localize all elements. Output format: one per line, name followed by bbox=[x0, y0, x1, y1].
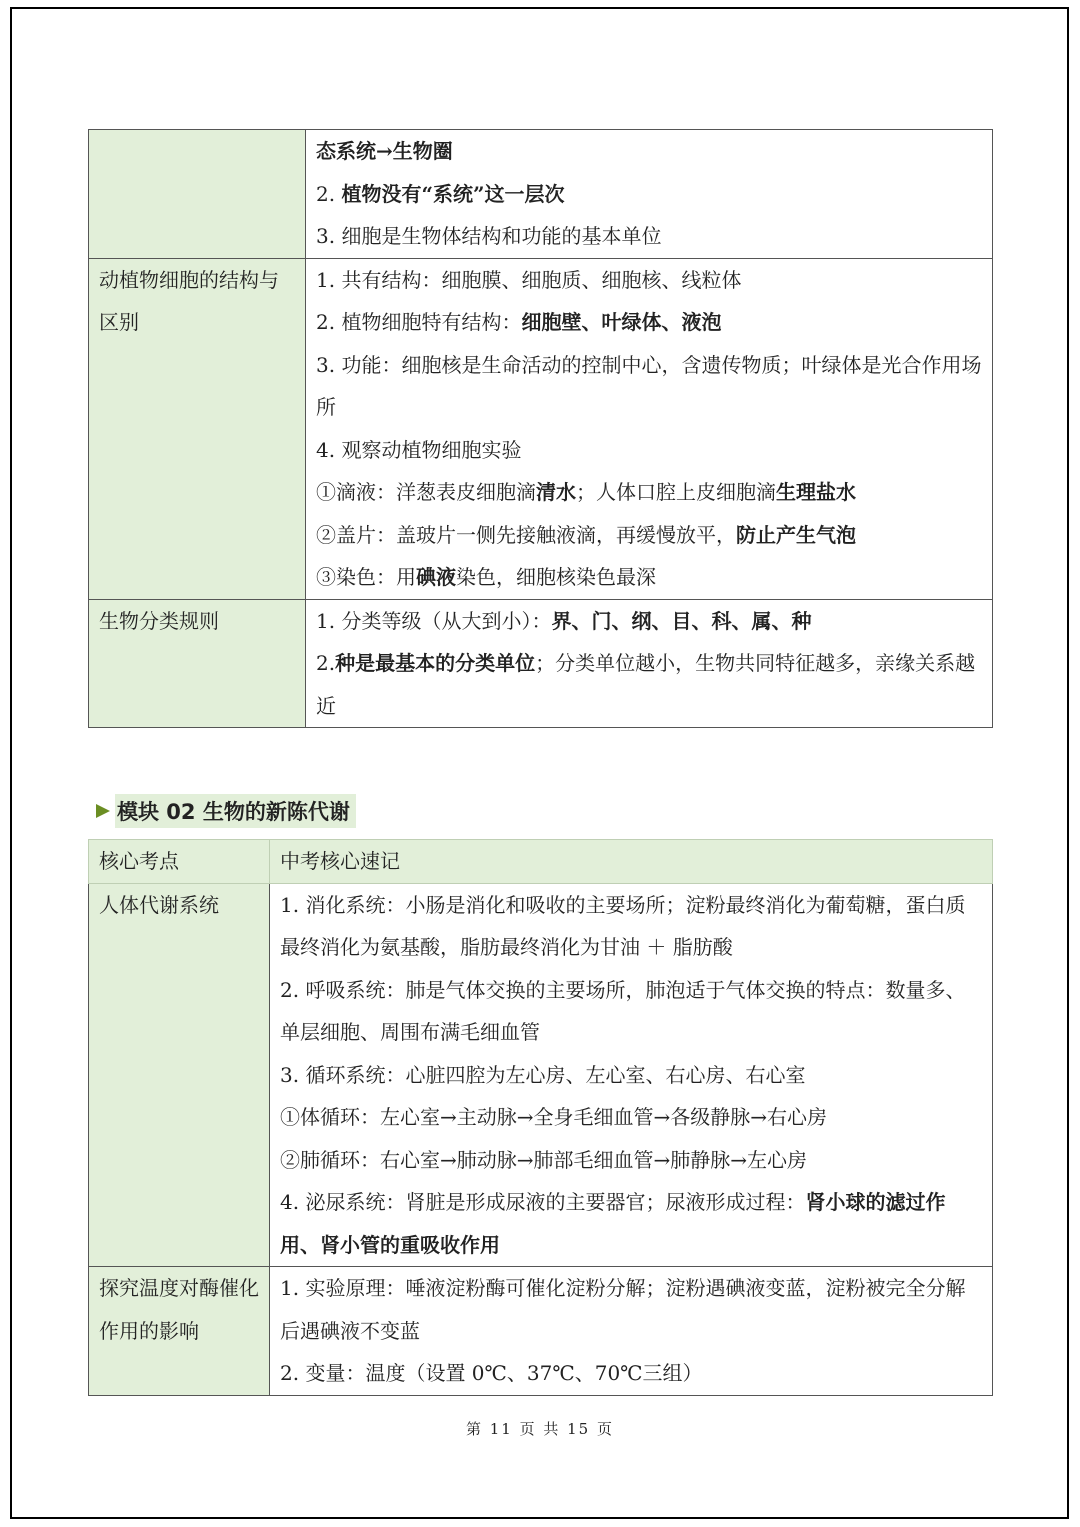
module-title: 模块 02 生物的新陈代谢 bbox=[115, 794, 356, 828]
table-row bbox=[89, 599, 993, 728]
knowledge-table-1 bbox=[88, 129, 993, 728]
topic-cell: 人体代谢系统 bbox=[89, 883, 270, 1267]
bold-text: 植物没有“系统”这一层次 bbox=[341, 181, 565, 206]
text-segment: 1. 实验原理：唾液淀粉酶可催化淀粉分解；淀粉遇碘液变蓝，淀粉被完全分解后遇碘液不变蓝 bbox=[280, 1276, 966, 1343]
text-segment: 3. 功能：细胞核是生命活动的控制中心，含遗传物质；叶绿体是光合作用场所 bbox=[316, 352, 982, 419]
text-segment: 4. 观察动植物细胞实验 bbox=[316, 437, 522, 462]
bold-text: 细胞壁、叶绿体、液泡 bbox=[521, 310, 722, 334]
bold-text: 态系统→生物圈 bbox=[316, 139, 453, 163]
content-line bbox=[316, 642, 982, 727]
knowledge-table-2 bbox=[88, 839, 993, 1396]
content-line bbox=[316, 471, 982, 514]
table-header-row bbox=[89, 840, 993, 884]
text-segment: 1. 共有结构：细胞膜、细胞质、细胞核、线粒体 bbox=[316, 267, 742, 292]
text-segment: 2. 呼吸系统：肺是气体交换的主要场所，肺泡适于气体交换的特点：数量多、单层细胞、周围布满毛细血管 bbox=[280, 977, 966, 1044]
content-line bbox=[280, 1352, 982, 1395]
content-line bbox=[280, 1139, 982, 1182]
content-line bbox=[316, 600, 982, 643]
content-line bbox=[316, 130, 982, 173]
text-segment: ；人体口腔上皮细胞滴 bbox=[576, 480, 776, 504]
topic-cell: 生物分类规则 bbox=[89, 599, 306, 728]
text-segment: 4. 泌尿系统：肾脏是形成尿液的主要器官；尿液形成过程： bbox=[280, 1190, 806, 1214]
content-line bbox=[280, 969, 982, 1054]
text-segment: 1. 消化系统：小肠是消化和吸收的主要场所；淀粉最终消化为葡萄糖，蛋白质最终消化为氨基酸，脂肪最终消化为甘油 ＋ 脂肪酸 bbox=[280, 892, 966, 959]
content-line bbox=[316, 301, 982, 344]
text-segment: ③染色：用 bbox=[316, 565, 416, 589]
text-segment: 3. 循环系统：心脏四腔为左心房、左心室、右心房、右心室 bbox=[280, 1062, 806, 1087]
text-segment: 1. 分类等级（从大到小）： bbox=[316, 608, 552, 633]
text-segment: ；分类单位越小，生物共同特征越多，亲缘关系越近 bbox=[316, 651, 976, 718]
header-core-point: 核心考点 bbox=[89, 840, 270, 884]
content-cell bbox=[306, 599, 993, 728]
content-line bbox=[316, 514, 982, 557]
text-segment: ①滴液：洋葱表皮细胞滴 bbox=[316, 480, 536, 504]
module-heading bbox=[96, 793, 356, 829]
bold-text: 生理盐水 bbox=[776, 480, 856, 504]
text-segment: 2. bbox=[316, 651, 336, 675]
topic-cell bbox=[89, 130, 306, 259]
text-segment: ①体循环：左心室→主动脉→全身毛细血管→各级静脉→右心房 bbox=[280, 1105, 828, 1129]
content-cell bbox=[306, 258, 993, 599]
text-segment: 2. 变量：温度（设置 0℃、37℃、70℃三组） bbox=[280, 1361, 703, 1385]
text-segment: 3. 细胞是生物体结构和功能的基本单位 bbox=[316, 224, 662, 248]
content-line bbox=[316, 259, 982, 302]
bold-text: 种是最基本的分类单位 bbox=[335, 651, 536, 675]
text-segment: 2. 植物细胞特有结构： bbox=[316, 310, 522, 334]
text-segment: ②盖片：盖玻片一侧先接触液滴，再缓慢放平， bbox=[316, 522, 736, 547]
content-line bbox=[316, 556, 982, 599]
content-line bbox=[280, 1181, 982, 1266]
content-line bbox=[280, 1267, 982, 1352]
table-row bbox=[89, 130, 993, 259]
content-line bbox=[316, 173, 982, 216]
bold-text: 肾小球的滤过作用、肾小管的重吸收作用 bbox=[280, 1190, 946, 1257]
topic-cell: 探究温度对酶催化作用的影响 bbox=[89, 1267, 270, 1396]
table-row bbox=[89, 1267, 993, 1396]
bold-text: 清水 bbox=[536, 480, 576, 504]
content-line bbox=[280, 1054, 982, 1097]
content-line bbox=[316, 344, 982, 429]
bold-text: 防止产生气泡 bbox=[736, 522, 856, 547]
topic-cell: 动植物细胞的结构与区别 bbox=[89, 258, 306, 599]
content-cell bbox=[270, 1267, 993, 1396]
text-segment: 2. bbox=[316, 181, 342, 206]
bold-text: 碘液 bbox=[416, 565, 456, 589]
content-line bbox=[316, 215, 982, 258]
content-cell bbox=[306, 130, 993, 259]
text-segment: 染色，细胞核染色最深 bbox=[456, 565, 656, 589]
table-row bbox=[89, 258, 993, 599]
content-line bbox=[280, 884, 982, 969]
content-cell bbox=[270, 883, 993, 1267]
text-segment: ②肺循环：右心室→肺动脉→肺部毛细血管→肺静脉→左心房 bbox=[280, 1147, 808, 1172]
content-line bbox=[280, 1096, 982, 1139]
arrow-icon bbox=[96, 804, 110, 818]
bold-text: 界、门、纲、目、科、属、种 bbox=[551, 608, 812, 633]
table-row bbox=[89, 883, 993, 1267]
page-footer: 第 11 页 共 15 页 bbox=[465, 1420, 614, 1438]
content-line bbox=[316, 429, 982, 472]
header-memo: 中考核心速记 bbox=[270, 840, 993, 884]
